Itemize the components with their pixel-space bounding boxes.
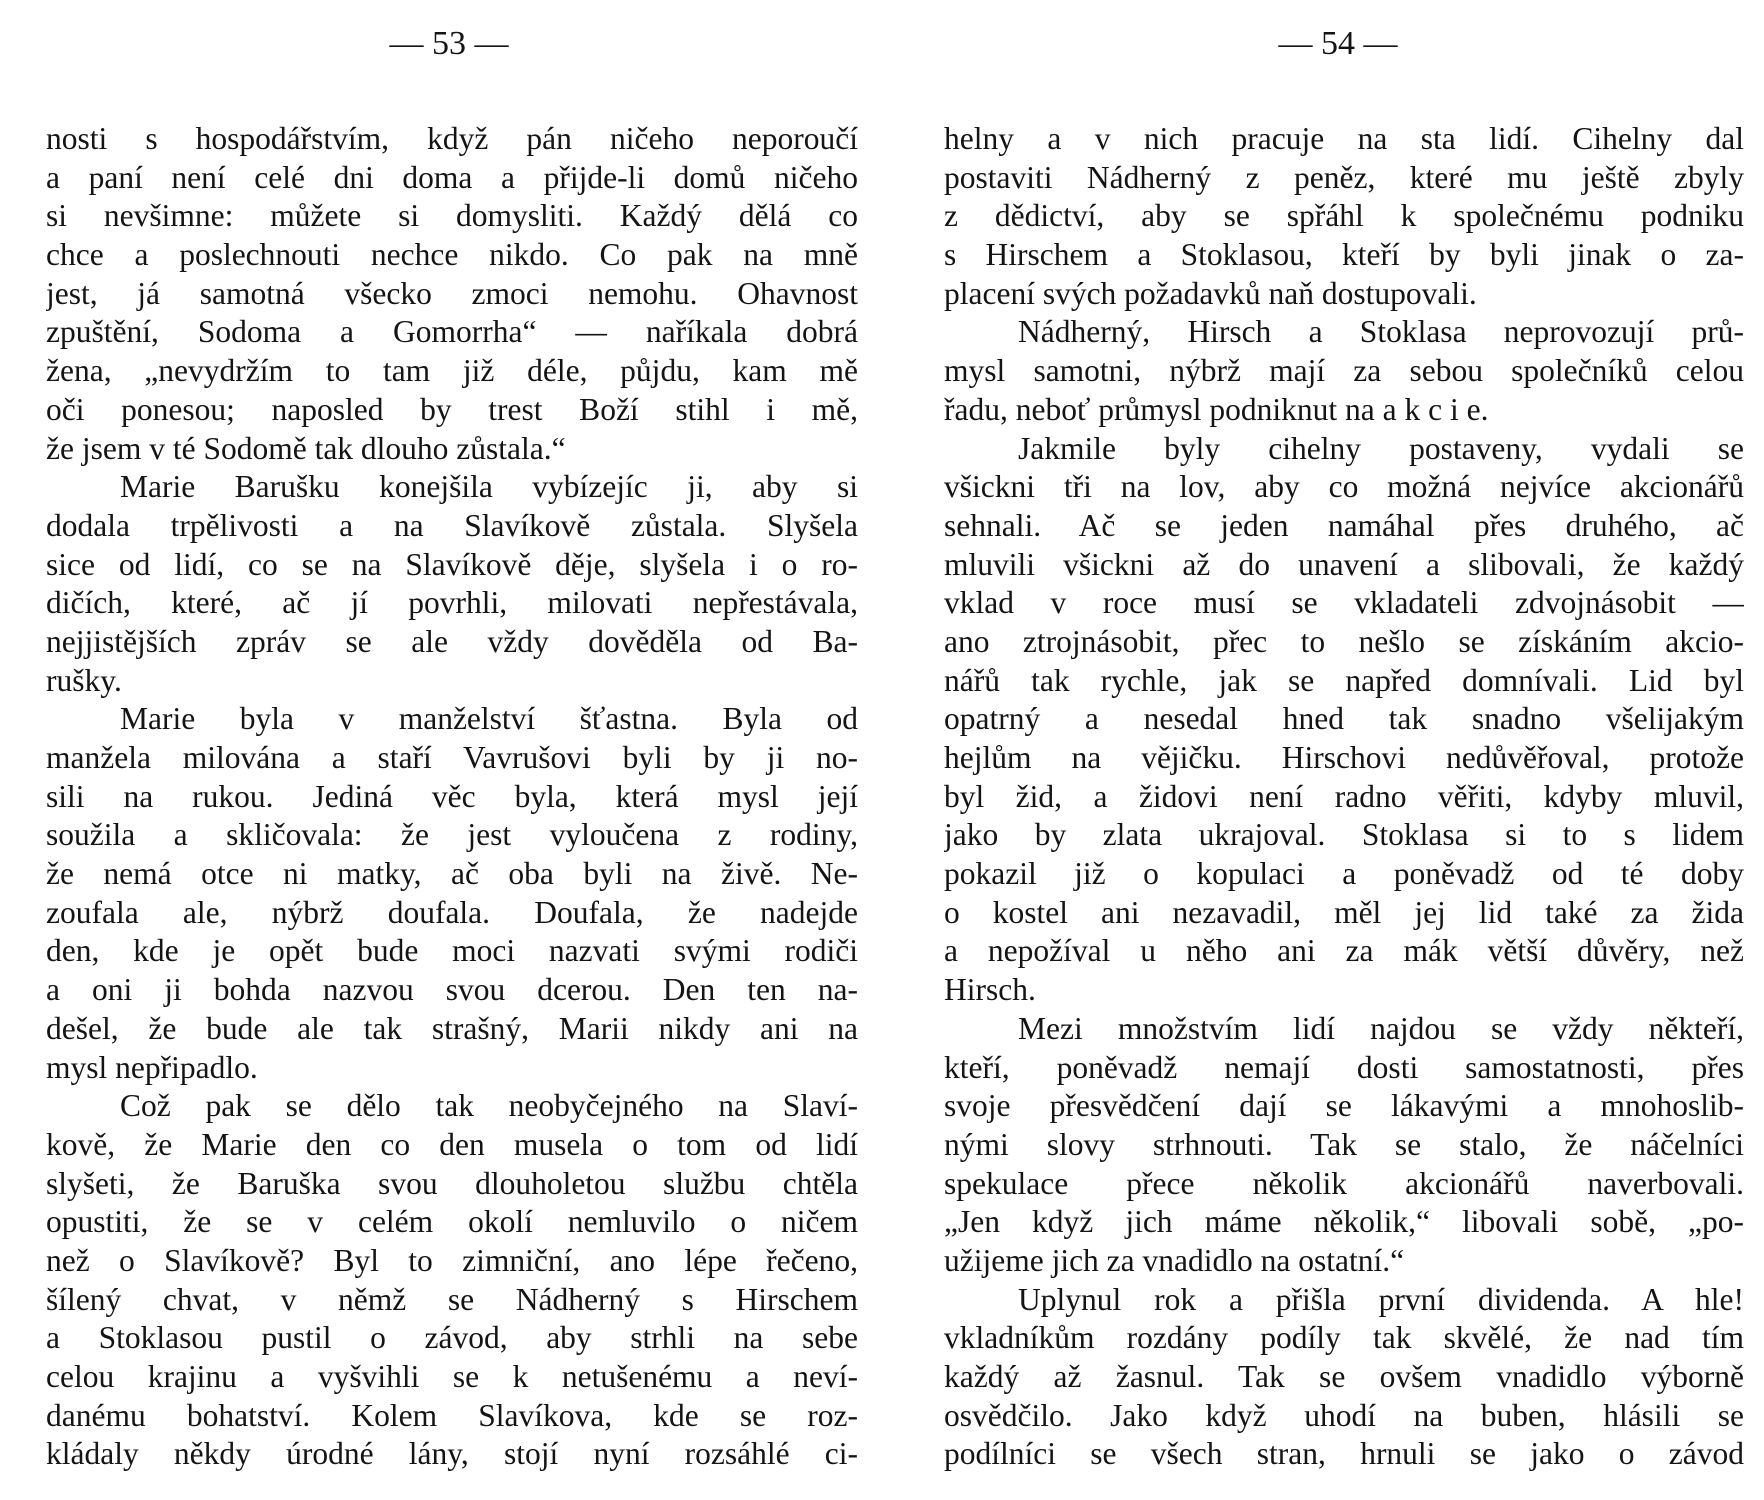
text-line: sili na rukou. Jediná věc byla, která mysl její [46, 778, 858, 814]
text-line: než o Slavíkově? Byl to zimniční, ano lépe řečeno, [46, 1242, 858, 1278]
text-line: užijeme jich za vnadidlo na ostatní.“ [944, 1242, 1405, 1278]
left-page [46, 0, 858, 1474]
text-line: kteří, poněvadž nemají dosti samostatnosti, přes [944, 1049, 1744, 1085]
text-line: z dědictví, aby se spřáhl k společnému podniku [944, 198, 1744, 234]
text-line: svoje přesvědčení dají se lákavými a mnohoslib- [944, 1088, 1744, 1124]
text-line: chce a poslechnouti nechce nikdo. Co pak na mně [46, 237, 858, 273]
text-line: helny a v nich pracuje na sta lidí. Cihelny dal [944, 121, 1744, 156]
left-page-number: — 53 — [389, 25, 509, 62]
text-line: Což pak se dělo tak neobyčejného na Slaví- [120, 1088, 858, 1124]
text-line: Marie Barušku konejšila vybízejíc ji, aby si [120, 469, 858, 505]
right-page-number: — 54 — [1278, 25, 1398, 62]
text-line: jest, já samotná všecko zmoci nemohu. Ohavnost [46, 275, 858, 311]
text-line: den, kde je opět bude moci nazvati svými rodiči [46, 933, 858, 969]
text-line: mysl samotni, nýbrž mají za sebou společníků celou [944, 353, 1744, 389]
text-line: zoufala ale, nýbrž doufala. Doufala, že nadejde [46, 894, 858, 930]
right-page-text [944, 120, 1744, 1474]
text-line: a nepožíval u něho ani za mák větší důvěry, než [944, 933, 1744, 969]
text-line: opustiti, že se v celém okolí nemluvilo o ničem [46, 1204, 858, 1240]
text-line: Uplynul rok a přišla první dividenda. A hle! [1018, 1281, 1744, 1317]
text-line: osvědčilo. Jako když uhodí na buben, hlásili se [944, 1397, 1744, 1433]
text-line: kově, že Marie den co den musela o tom od lidí [46, 1126, 858, 1162]
text-line: dešel, že bude ale tak strašný, Marii nikdy ani na [46, 1010, 858, 1046]
text-line: Nádherný, Hirsch a Stoklasa neprovozují prů- [1018, 314, 1744, 350]
text-line: Marie byla v manželství šťastna. Byla od [120, 701, 858, 737]
text-line: byl žid, a židovi není radno věřiti, kdyby mluvil, [944, 778, 1744, 814]
text-line: každý až žasnul. Tak se ovšem vnadidlo výborně [944, 1359, 1744, 1394]
text-line: soužila a skličovala: že jest vyloučena z rodiny, [46, 817, 858, 853]
text-line: řadu, neboť průmysl podniknut na a k c i e. [944, 391, 1489, 427]
text-line: slyšeti, že Baruška svou dlouholetou službu chtěla [46, 1165, 858, 1201]
text-line: opatrný a nesedal hned tak snadno všelijakým [944, 701, 1744, 737]
text-line: sehnali. Ač se jeden namáhal přes druhého, ač [944, 507, 1744, 543]
text-line: všickni tři na lov, aby co možná nejvíce akcionářů [944, 469, 1744, 505]
text-line: placení svých požadavků naň dostupovali. [944, 275, 1477, 311]
text-line: Hirsch. [944, 972, 1036, 1008]
text-line: a Stoklasou pustil o závod, aby strhli na sebe [46, 1320, 858, 1356]
text-line: zpuštění, Sodoma a Gomorrha“ — naříkala dobrá [46, 314, 858, 350]
text-line: nosti s hospodářstvím, když pán ničeho neporoučí [46, 121, 858, 156]
text-line: dodala trpělivosti a na Slavíkově zůstala. Slyšela [46, 507, 858, 543]
text-line: postaviti Nádherný z peněz, které mu ještě zbyly [944, 159, 1744, 195]
text-line: oči ponesou; naposled by trest Boží stihl i mě, [46, 391, 858, 427]
text-line: danému bohatství. Kolem Slavíkova, kde se roz- [46, 1397, 858, 1433]
text-line: žena, „nevydržím to tam již déle, půjdu, kam mě [46, 353, 858, 389]
text-line: rušky. [46, 662, 122, 698]
text-line: mysl nepřipadlo. [46, 1049, 258, 1085]
text-line: že jsem v té Sodomě tak dlouho zůstala.“ [46, 430, 566, 466]
text-line: nými slovy strhnouti. Tak se stalo, že náčelníci [944, 1126, 1744, 1162]
text-line: vkladníkům rozdány podíly tak skvělé, že nad tím [944, 1320, 1744, 1356]
text-line: nářů tak rychle, jak se napřed domnívali. Lid byl [944, 662, 1744, 698]
text-line: sice od lidí, co se na Slavíkově děje, slyšela i o ro- [46, 546, 858, 582]
text-line: a paní není celé dni doma a přijde-li domů ničeho [46, 159, 858, 195]
text-line: si nevšimne: můžete si domysliti. Každý dělá co [46, 198, 858, 234]
text-line: dičích, které, ač jí povrhli, milovati nepřestávala, [46, 585, 858, 621]
text-line: že nemá otce ni matky, ač oba byli na živě. Ne- [46, 856, 858, 892]
text-line: Mezi množstvím lidí najdou se vždy někteří, [1018, 1010, 1744, 1046]
text-line: jako by zlata ukrajoval. Stoklasa si to s lidem [944, 817, 1744, 853]
text-line: „Jen když jich máme několik,“ libovali sobě, „po- [944, 1204, 1744, 1240]
text-line: mluvili všickni až do unavení a slibovali, že každý [944, 546, 1744, 582]
text-line: celou krajinu a vyšvihli se k netušenému a neví- [46, 1359, 858, 1394]
text-line: kládaly někdy úrodné lány, stojí nyní rozsáhlé ci- [46, 1436, 858, 1472]
text-line: hejlům na vějičku. Hirschovi nedůvěřoval, protože [944, 740, 1744, 775]
left-page-text [46, 120, 858, 1474]
text-line: Jakmile byly cihelny postaveny, vydali se [1018, 430, 1744, 466]
text-line: o kostel ani nezavadil, měl jej lid také za žida [944, 894, 1744, 930]
text-line: šílený chvat, v němž se Nádherný s Hirschem [46, 1281, 858, 1317]
text-line: vklad v roce musí se vkladateli zdvojnásobit — [944, 585, 1744, 621]
text-line: ano ztrojnásobit, přec to nešlo se získáním akcio- [944, 623, 1744, 659]
text-line: spekulace přece několik akcionářů naverbovali. [944, 1165, 1744, 1201]
text-line: s Hirschem a Stoklasou, kteří by byli jinak o za- [944, 237, 1744, 273]
text-line: nejjistějších zpráv se ale vždy dověděla od Ba- [46, 623, 858, 659]
text-line: podílníci se všech stran, hrnuli se jako o závod [944, 1436, 1744, 1472]
text-line: pokazil již o kopulaci a poněvadž od té doby [944, 856, 1744, 892]
text-line: a oni ji bohda nazvou svou dcerou. Den ten na- [46, 972, 858, 1008]
text-line: manžela milována a staří Vavrušovi byli by ji no- [46, 740, 858, 775]
right-page [944, 0, 1744, 1474]
